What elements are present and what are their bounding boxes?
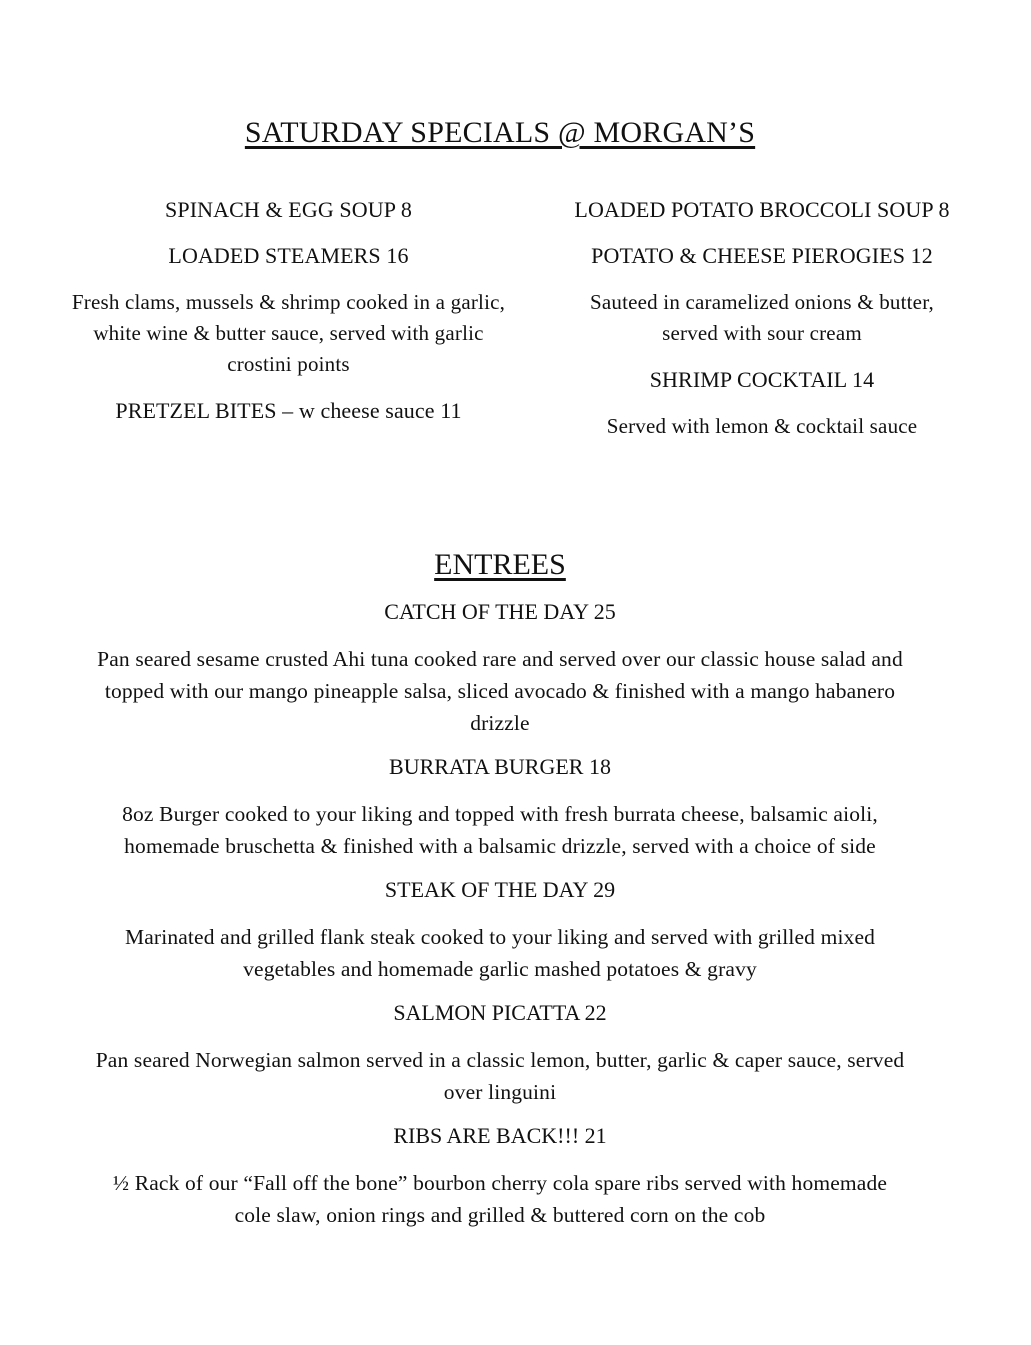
description-line: homemade bruschetta & finished with a balsamic drizzle, served with a choice of side xyxy=(124,834,876,858)
description-line: Marinated and grilled flank steak cooked to your liking and served with grilled mixed xyxy=(124,925,876,949)
description-line: drizzle xyxy=(470,711,530,735)
special-title: LOADED STEAMERS 16 xyxy=(168,243,409,268)
entree-description xyxy=(0,1044,1000,1108)
special-title: POTATO & CHEESE PIEROGIES 12 xyxy=(591,243,933,268)
specials-left-column xyxy=(36,195,541,426)
special-title: SPINACH & EGG SOUP 8 xyxy=(165,197,412,222)
entree-title: BURRATA BURGER 18 xyxy=(389,754,611,779)
special-description xyxy=(36,287,541,380)
entree-title: CATCH OF THE DAY 25 xyxy=(384,599,616,624)
description-line: 8oz Burger cooked to your liking and topped with fresh burrata cheese, balsamic aioli, xyxy=(122,802,878,826)
description-line: Fresh clams, mussels & shrimp cooked in a garlic, xyxy=(71,290,506,314)
entree-title: RIBS ARE BACK!!! 21 xyxy=(393,1123,607,1148)
entree-description xyxy=(0,921,1000,985)
description-line: served with sour cream xyxy=(662,321,862,345)
description-line: ½ Rack of our “Fall off the bone” bourbon cherry cola spare ribs served with homemade xyxy=(112,1171,888,1195)
description-line: Pan seared sesame crusted Ahi tuna cooked rare and served over our classic house salad and xyxy=(97,647,903,671)
specials-right-column xyxy=(540,195,984,442)
description-line: white wine & butter sauce, served with garlic xyxy=(93,321,484,345)
page-title: SATURDAY SPECIALS @ MORGAN’S xyxy=(244,116,756,149)
description-line: Pan seared Norwegian salmon served in a classic lemon, butter, garlic & caper sauce, served xyxy=(95,1048,905,1072)
description-line: cole slaw, onion rings and grilled & buttered corn on the cob xyxy=(234,1203,766,1227)
entrees-heading: ENTREES xyxy=(434,548,566,581)
description-line: Sauteed in caramelized onions & butter, xyxy=(589,290,934,314)
entree-description xyxy=(0,1167,1000,1231)
special-description: Served with lemon & cocktail sauce xyxy=(606,414,918,438)
entree-description xyxy=(0,798,1000,862)
special-title: PRETZEL BITES – w cheese sauce 11 xyxy=(115,398,462,423)
description-line: vegetables and homemade garlic mashed potatoes & gravy xyxy=(243,957,757,981)
description-line: crostini points xyxy=(227,352,350,376)
special-description xyxy=(540,287,984,349)
entrees-list xyxy=(0,597,1000,1231)
entree-title: SALMON PICATTA 22 xyxy=(393,1000,607,1025)
special-title: LOADED POTATO BROCCOLI SOUP 8 xyxy=(574,197,950,222)
description-line: topped with our mango pineapple salsa, sliced avocado & finished with a mango habanero xyxy=(104,679,896,703)
entree-title: STEAK OF THE DAY 29 xyxy=(384,877,616,902)
special-title: SHRIMP COCKTAIL 14 xyxy=(649,367,875,392)
description-line: over linguini xyxy=(443,1080,557,1104)
entree-description xyxy=(0,643,1000,739)
